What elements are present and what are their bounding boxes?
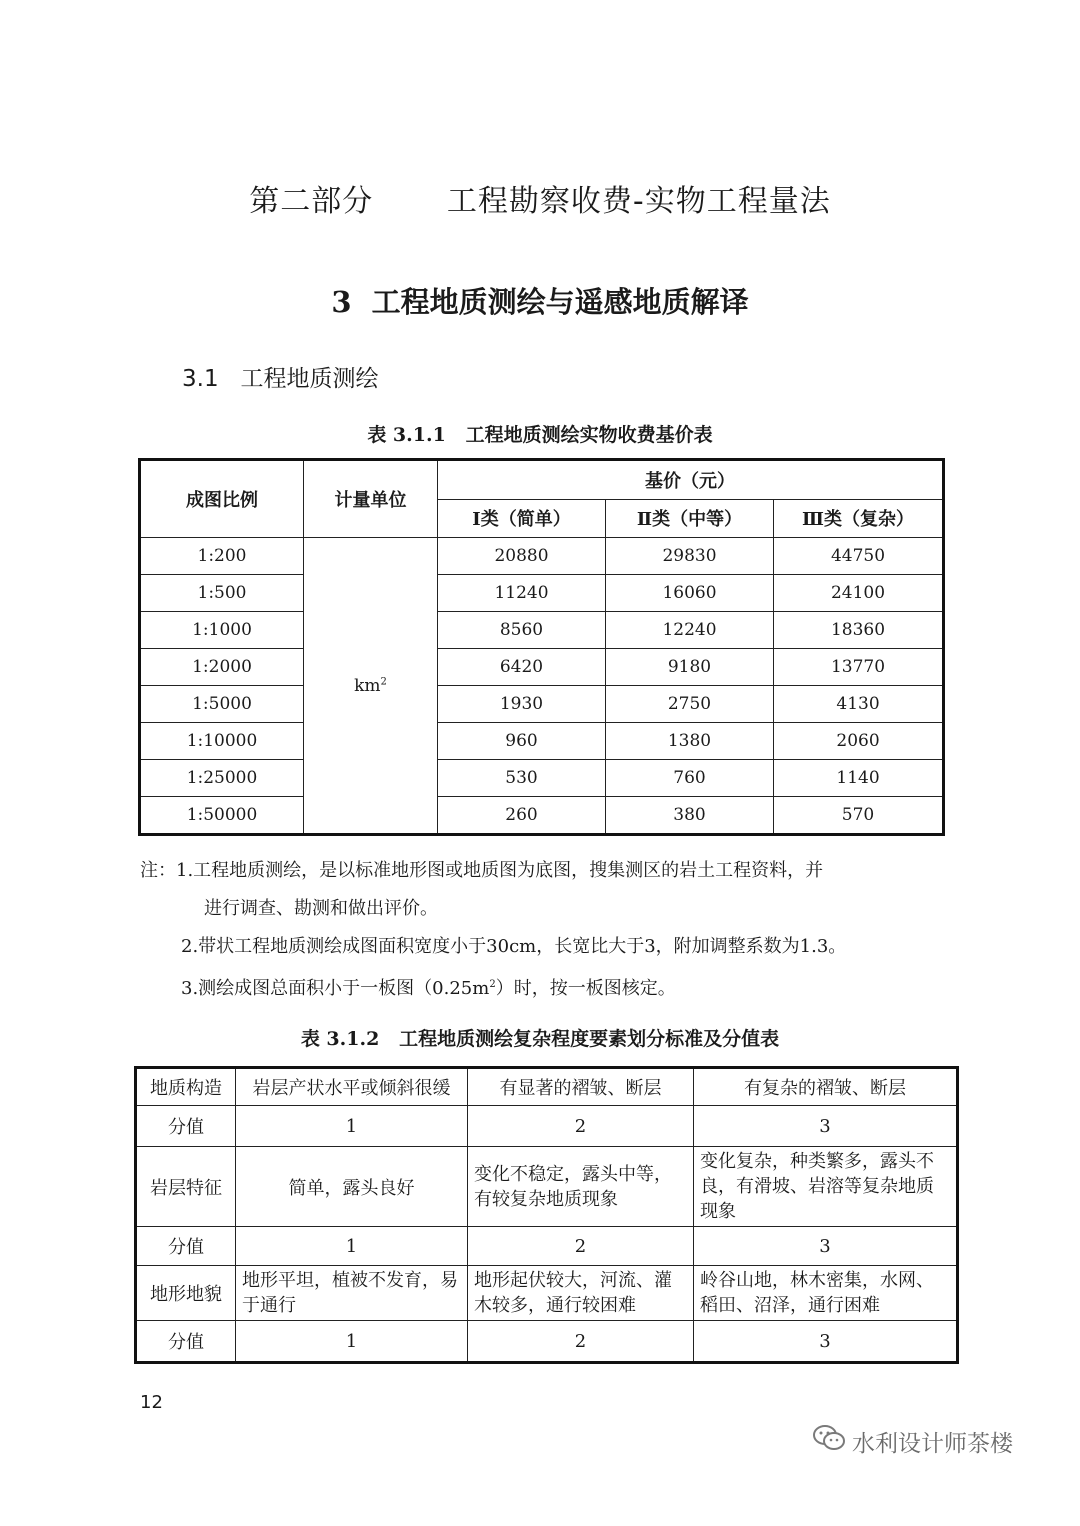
class3-cell: 24100: [774, 575, 944, 612]
table-row: [136, 1227, 958, 1266]
page-number: 12: [140, 1392, 163, 1413]
class3-cell: 570: [774, 797, 944, 835]
score-cell: 2: [468, 1227, 694, 1266]
class2-cell: 9180: [606, 649, 774, 686]
scale-cell: 1:25000: [140, 760, 304, 797]
row-label: 地质构造: [136, 1068, 236, 1106]
table1-caption: 表 3.1.1 工程地质测绘实物收费基价表: [367, 424, 713, 446]
wechat-icon: [812, 1424, 846, 1458]
fee-table: [138, 458, 945, 836]
class1-cell: 11240: [438, 575, 606, 612]
score-cell: 3: [694, 1227, 958, 1266]
class2-cell: 380: [606, 797, 774, 835]
row-label: 分值: [136, 1227, 236, 1266]
header-class1: Ⅰ类（简单）: [438, 499, 606, 537]
scale-cell: 1:10000: [140, 723, 304, 760]
scale-cell: 1:5000: [140, 686, 304, 723]
table-cell: 简单，露头良好: [236, 1147, 468, 1227]
row-label: 地形地貌: [136, 1266, 236, 1321]
table-cell: 有显著的褶皱、断层: [468, 1068, 694, 1106]
note-3: 3.测绘成图总面积小于一板图$(0.25m^2)$时，按一板图核定。: [181, 978, 676, 999]
watermark: [812, 1424, 1013, 1458]
class3-cell: 2060: [774, 723, 944, 760]
table-row: [140, 538, 944, 575]
class1-cell: 6420: [438, 649, 606, 686]
row-label: 分值: [136, 1106, 236, 1147]
table-cell: 地形起伏较大，河流、灌木较多，通行较困难: [468, 1266, 694, 1321]
class3-cell: 44750: [774, 538, 944, 575]
note-1-line-1: 注：1.工程地质测绘，是以标准地形图或地质图为底图，搜集测区的岩土工程资料，并: [140, 860, 824, 881]
table-cell: 变化复杂，种类繁多，露头不良，有滑坡、岩溶等复杂地质现象: [694, 1147, 958, 1227]
table-row: [136, 1068, 958, 1106]
class2-cell: 760: [606, 760, 774, 797]
class2-cell: 12240: [606, 612, 774, 649]
score-cell: 2: [468, 1106, 694, 1147]
scale-cell: 1:2000: [140, 649, 304, 686]
class1-cell: 530: [438, 760, 606, 797]
table-row: [136, 1266, 958, 1321]
table-cell: 变化不稳定，露头中等，有较复杂地质现象: [468, 1147, 694, 1227]
score-cell: 2: [468, 1321, 694, 1363]
score-cell: 1: [236, 1321, 468, 1363]
header-class3: Ⅲ类（复杂）: [774, 499, 944, 537]
table-cell: 岭谷山地，林木密集，水网、稻田、沼泽，通行困难: [694, 1266, 958, 1321]
class1-cell: 960: [438, 723, 606, 760]
table-row: [140, 686, 944, 723]
unit-cell: $km^2$: [304, 538, 438, 835]
row-label: 岩层特征: [136, 1147, 236, 1227]
header-class2: Ⅱ类（中等）: [606, 499, 774, 537]
class2-cell: 29830: [606, 538, 774, 575]
row-label: 分值: [136, 1321, 236, 1363]
section-title: 3.1 工程地质测绘: [182, 366, 379, 392]
header-price: 基价（元）: [438, 460, 944, 500]
table-cell: 岩层产状水平或倾斜很缓: [236, 1068, 468, 1106]
complexity-table: [134, 1066, 959, 1364]
class2-cell: 16060: [606, 575, 774, 612]
watermark-text: 水利设计师茶楼: [852, 1430, 1013, 1457]
part-title: 第二部分 工程勘察收费-实物工程量法: [249, 184, 831, 219]
note-2: 2.带状工程地质测绘成图面积宽度小于30cm，长宽比大于3，附加调整系数为1.3。: [181, 936, 847, 957]
table-row: [140, 797, 944, 835]
score-cell: 3: [694, 1106, 958, 1147]
note-1-line-2: 进行调查、勘测和做出评价。: [204, 898, 438, 919]
table-row: [136, 1321, 958, 1363]
class1-cell: 8560: [438, 612, 606, 649]
header-unit: 计量单位: [304, 460, 438, 538]
score-cell: 1: [236, 1106, 468, 1147]
class2-cell: 1380: [606, 723, 774, 760]
class3-cell: 1140: [774, 760, 944, 797]
table2-caption: 表 3.1.2 工程地质测绘复杂程度要素划分标准及分值表: [300, 1028, 780, 1050]
class3-cell: 18360: [774, 612, 944, 649]
class2-cell: 2750: [606, 686, 774, 723]
scale-cell: 1:500: [140, 575, 304, 612]
class1-cell: 1930: [438, 686, 606, 723]
table-cell: 有复杂的褶皱、断层: [694, 1068, 958, 1106]
table-row: [140, 760, 944, 797]
table-cell: 地形平坦，植被不发育，易于通行: [236, 1266, 468, 1321]
scale-cell: 1:1000: [140, 612, 304, 649]
scale-cell: 1:50000: [140, 797, 304, 835]
header-scale: 成图比例: [140, 460, 304, 538]
scale-cell: 1:200: [140, 538, 304, 575]
table-row: [136, 1147, 958, 1227]
table-notes: [140, 852, 960, 1008]
table-row: [140, 723, 944, 760]
class3-cell: 4130: [774, 686, 944, 723]
score-cell: 3: [694, 1321, 958, 1363]
class1-cell: 20880: [438, 538, 606, 575]
score-cell: 1: [236, 1227, 468, 1266]
class1-cell: 260: [438, 797, 606, 835]
chapter-title: 3 工程地质测绘与遥感地质解译: [331, 285, 749, 319]
table-row: [140, 649, 944, 686]
table-row: [140, 575, 944, 612]
class3-cell: 13770: [774, 649, 944, 686]
table-row: [136, 1106, 958, 1147]
table-row: [140, 612, 944, 649]
